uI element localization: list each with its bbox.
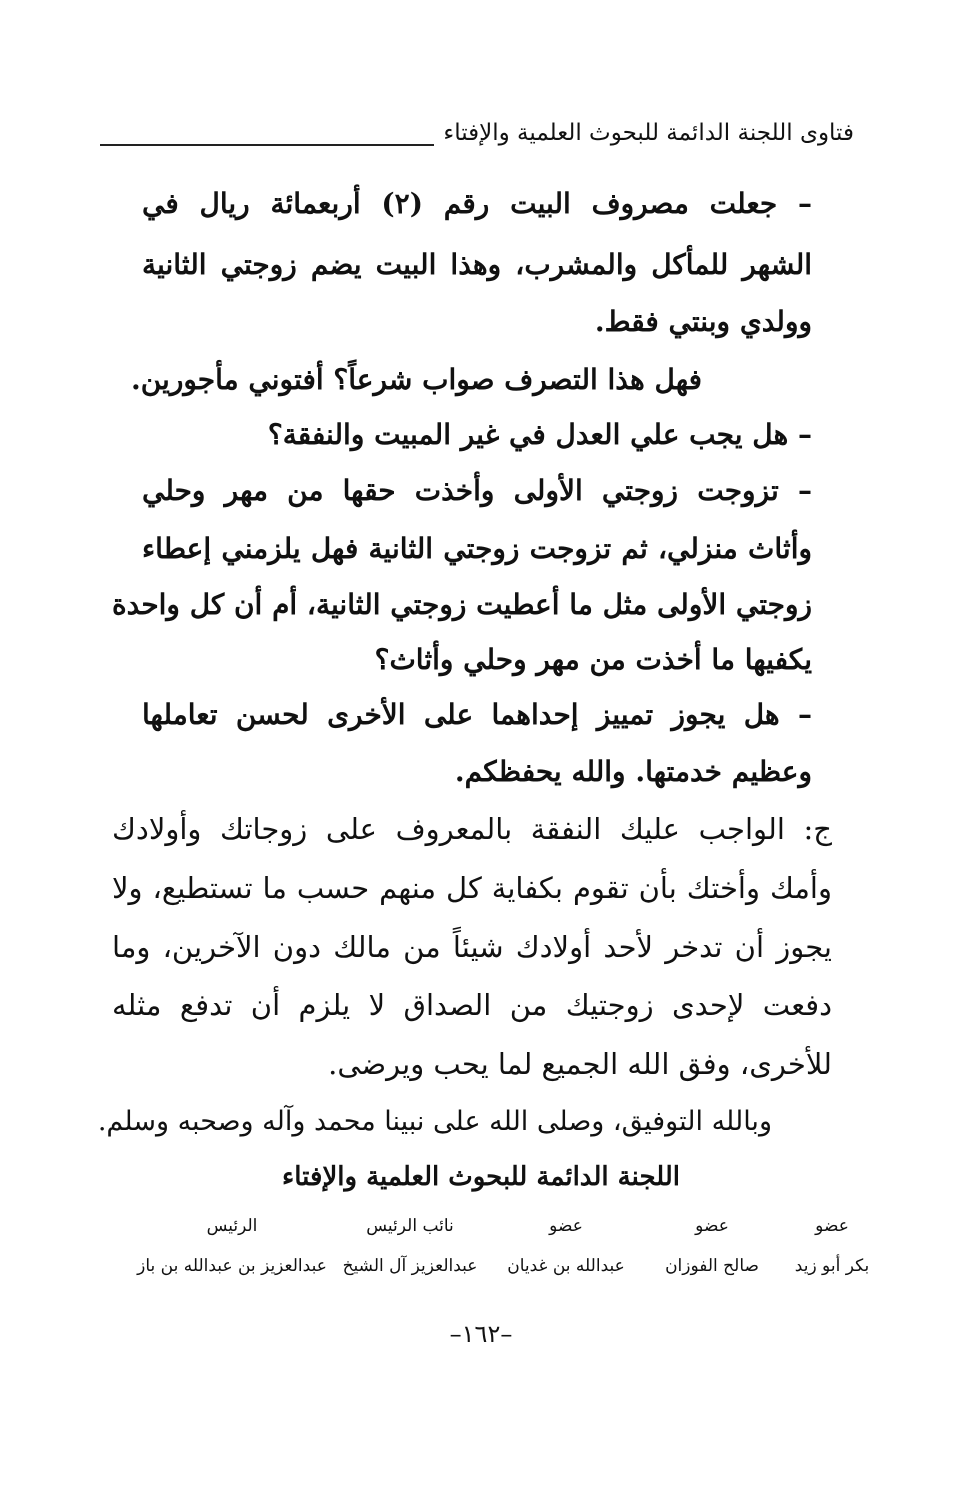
role-label: عضو [549, 1216, 583, 1236]
question-line: وأثاث منزلي، ثم تزوجت زوجتي الثانية فهل يلزمني إعطاء [142, 532, 812, 565]
committee-roles [112, 1216, 849, 1240]
closing-line: وبالله التوفيق، وصلى الله على نبينا محمد وآله وصحبه وسلم. [97, 1106, 772, 1137]
role-label: نائب الرئيس [366, 1216, 454, 1236]
question-line: زوجتي الأولى مثل ما أعطيت زوجتي الثانية، أم أن كل واحدة [111, 588, 812, 621]
answer-line: للأخرى، وفق الله الجميع لما يحب ويرضى. [328, 1047, 832, 1081]
answer-line: دفعت لإحدى زوجتيك من الصداق لا يلزم أن تدفع مثله [112, 988, 832, 1022]
role-label: عضو [695, 1216, 729, 1236]
answer-line: وأمك وأختك بأن تقوم بكفاية كل منهم حسب ما تستطيع، ولا [112, 871, 832, 905]
member-name: عبدالعزيز آل الشيخ [342, 1256, 478, 1276]
answer-line: ج: الواجب عليك النفقة بالمعروف على زوجاتك وأولادك [112, 812, 832, 846]
question-line: – جعلت مصروف البيت رقم (٢) أربعمائة ريال في [142, 187, 812, 220]
page-number: –١٦٢– [449, 1320, 513, 1348]
committee-names [112, 1256, 870, 1282]
role-label: عضو [815, 1216, 849, 1236]
header-rule [100, 144, 434, 146]
question-line: وعظيم خدمتها. والله يحفظكم. [454, 755, 812, 788]
member-name: عبدالعزيز بن عبدالله بن باز [137, 1256, 327, 1276]
running-header [100, 120, 854, 160]
member-name: بكر أبو زيد [794, 1256, 870, 1276]
answer-line: يجوز أن تدخر لأحد أولادك شيئاً من مالك دون الآخرين، وما [112, 930, 832, 964]
question-line: يكفيها ما أخذت من مهر وحلي وأثاث؟ [374, 643, 812, 676]
committee-name: اللجنة الدائمة للبحوث العلمية والإفتاء [282, 1162, 680, 1192]
role-label: الرئيس [206, 1216, 258, 1236]
member-name: صالح الفوزان [665, 1256, 759, 1276]
question-line: الشهر للمأكل والمشرب، وهذا البيت يضم زوجتي الثانية [142, 248, 812, 281]
question-line: وولدي وبنتي فقط. [594, 305, 812, 338]
question-line: فهل هذا التصرف صواب شرعاً؟ أفتوني مأجورين. [130, 363, 702, 396]
question-line: – هل يجب علي العدل في غير المبيت والنفقة؟ [267, 418, 812, 451]
question-line: – هل يجوز تمييز إحداهما على الأخرى لحسن تعاملها [142, 698, 812, 731]
member-name: عبدالله بن غديان [507, 1256, 625, 1276]
header-title: فتاوى اللجنة الدائمة للبحوث العلمية والإفتاء [443, 120, 854, 146]
question-line: – تزوجت زوجتي الأولى وأخذت حقها من مهر وحلي [142, 474, 812, 507]
